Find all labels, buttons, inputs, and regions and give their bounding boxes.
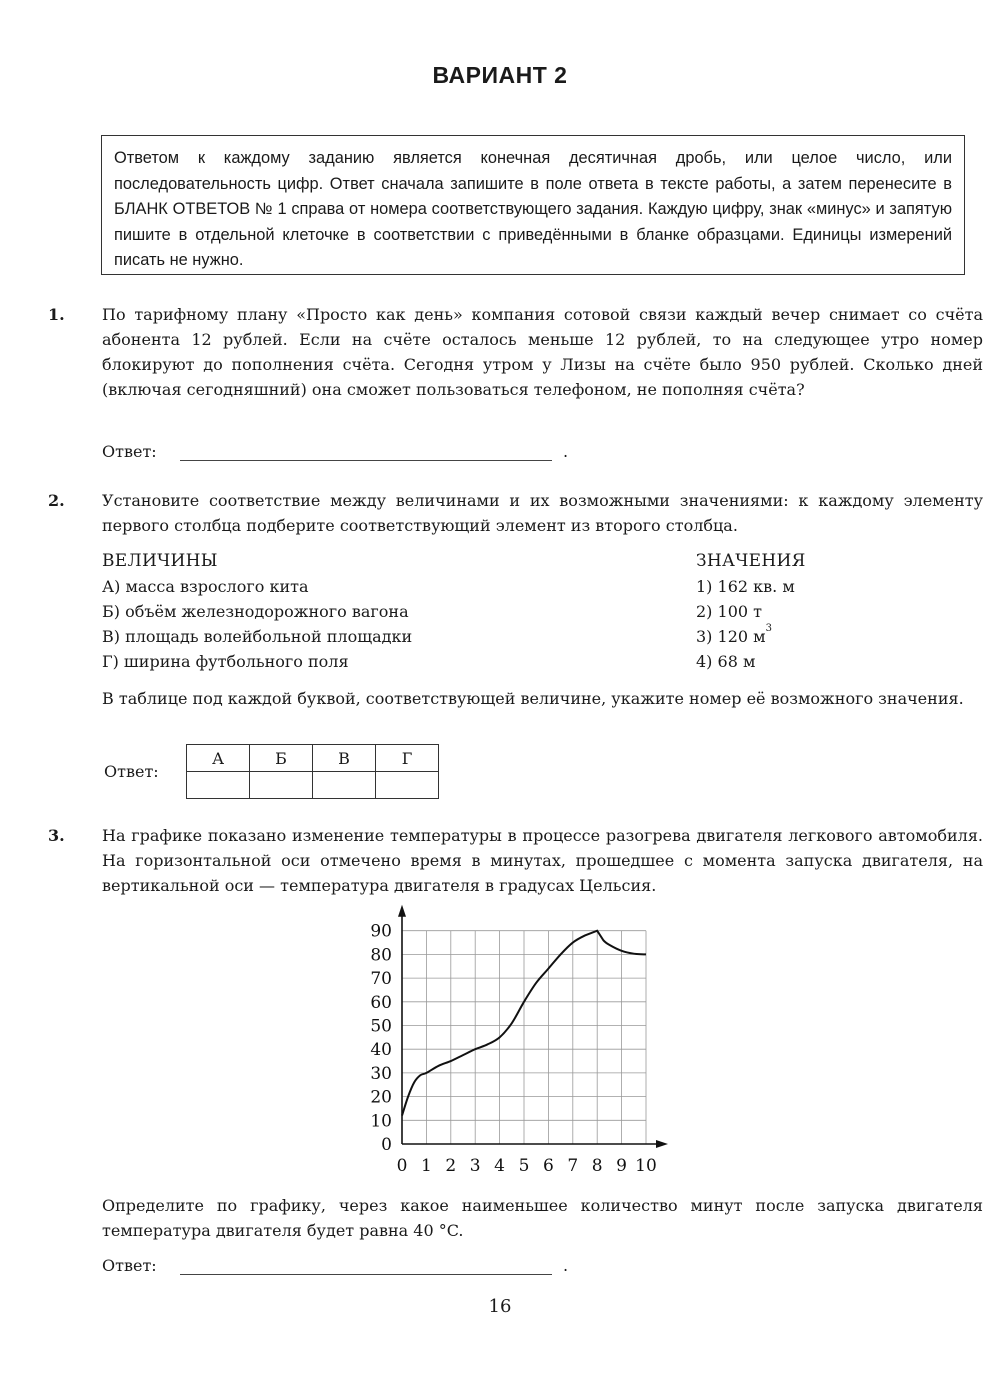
- y-tick-label: 50: [370, 1016, 392, 1037]
- task-2-table-instruction: [48, 686, 983, 711]
- answer-period: .: [563, 1256, 569, 1275]
- task-text: По тарифному плану «Просто как день» компания сотовой связи каждый вечер снимает со счёта абонента 12 рублей. Если на счёте осталось меньше 12 рублей, то на следующее утро номер блокируют до пополнения счёта. Сегодня утром у Лизы на счёте было 950 рублей. Сколько дней (включая сегодняшний) она сможет пользоваться телефоном, не пополняя счёта?: [102, 305, 983, 399]
- value-item: [696, 574, 806, 599]
- table-header-cell: Б: [250, 745, 313, 772]
- values-column: [696, 549, 806, 674]
- column-header: ЗНАЧЕНИЯ: [696, 551, 806, 571]
- quantities-column: [102, 549, 412, 674]
- quantity-item: А) масса взрослого кита: [102, 577, 309, 596]
- value-text: 4) 68 м: [696, 652, 756, 671]
- task-number: 3.: [48, 826, 65, 845]
- task-2: [48, 488, 983, 538]
- x-tick-label: 2: [445, 1156, 457, 1176]
- answer-field[interactable]: [180, 460, 552, 461]
- table-header-cell: А: [187, 745, 250, 772]
- value-item: [696, 649, 806, 674]
- answer-cell[interactable]: [376, 772, 439, 799]
- x-tick-label: 9: [616, 1156, 628, 1176]
- instructions-box: [101, 135, 965, 275]
- y-tick-label: 20: [370, 1087, 392, 1108]
- x-tick-label: 10: [635, 1156, 657, 1176]
- table-instruction: В таблице под каждой буквой, соответствующей величине, укажите номер её возможного значения.: [102, 689, 964, 708]
- y-tick-label: 70: [370, 969, 392, 990]
- column-header: ВЕЛИЧИНЫ: [102, 551, 218, 571]
- x-tick-label: 1: [420, 1156, 432, 1176]
- instructions-text: Ответом к каждому заданию является конечная десятичная дробь, или целое число, или последовательность цифр. Ответ сначала запишите в поле ответа в тексте работы, а затем перенесите в БЛАНК ОТВЕТОВ № 1 справа от номера соответствующего задания. Каждую цифру, знак «минус» и запятую пишите в отдельной клеточке в соответствии с приведёнными в бланке образцами. Единицы измерений писать не нужно.: [114, 149, 952, 270]
- task-3-question: [48, 1193, 983, 1243]
- task-text: Установите соответствие между величинами и их возможными значениями: к каждому элементу первого столбца подберите соответствующий элемент из второго столбца.: [102, 491, 983, 535]
- x-tick-label: 0: [396, 1156, 408, 1176]
- table-header-cell: В: [313, 745, 376, 772]
- y-tick-label: 80: [370, 945, 392, 966]
- answer-period: .: [563, 442, 569, 461]
- x-tick-label: 7: [567, 1156, 579, 1176]
- value-item: [696, 599, 806, 624]
- x-axis-arrow-icon: [656, 1140, 668, 1148]
- value-text: 1) 162 кв. м: [696, 577, 795, 596]
- quantity-item: Б) объём железнодорожного вагона: [102, 602, 409, 621]
- task-1: [48, 302, 983, 402]
- y-tick-label: 0: [381, 1135, 392, 1155]
- task-text: На графике показано изменение температуры в процессе разогрева двигателя легкового автомобиля. На горизонтальной оси отмечено время в минутах, прошедшее с момента запуска двигателя, на вертикальной оси — температура двигателя в градусах Цельсия.: [102, 826, 983, 895]
- x-tick-label: 5: [518, 1156, 530, 1176]
- task-number: 1.: [48, 305, 65, 324]
- y-tick-label: 10: [370, 1111, 392, 1132]
- quantity-item: В) площадь волейбольной площадки: [102, 627, 413, 646]
- x-tick-label: 4: [494, 1156, 506, 1176]
- variant-title: ВАРИАНТ 2: [432, 62, 568, 88]
- answer-label: Ответ:: [104, 762, 159, 781]
- value-item: [696, 624, 806, 649]
- task-3: [48, 823, 983, 898]
- x-tick-label: 6: [542, 1156, 554, 1176]
- x-tick-label: 3: [469, 1156, 481, 1176]
- quantity-item: Г) ширина футбольного поля: [102, 652, 349, 671]
- y-tick-label: 30: [370, 1063, 392, 1084]
- answer-label: Ответ:: [102, 1256, 157, 1275]
- temperature-chart: [340, 900, 670, 1180]
- answer-field[interactable]: [180, 1274, 552, 1275]
- page-number: 16: [488, 1296, 512, 1317]
- y-tick-label: 90: [370, 921, 392, 942]
- answer-label: Ответ:: [102, 442, 157, 461]
- task-number: 2.: [48, 491, 65, 510]
- y-axis-arrow-icon: [398, 905, 406, 917]
- value-text: 3) 120 м: [696, 627, 766, 646]
- x-tick-label: 8: [591, 1156, 603, 1176]
- table-header-cell: Г: [376, 745, 439, 772]
- value-text: 2) 100 т: [696, 602, 762, 621]
- superscript: 3: [765, 623, 772, 634]
- answer-cell[interactable]: [313, 772, 376, 799]
- answer-table: [186, 744, 439, 799]
- y-tick-label: 60: [370, 992, 392, 1013]
- y-tick-label: 40: [370, 1040, 392, 1061]
- answer-cell[interactable]: [187, 772, 250, 799]
- answer-cell[interactable]: [250, 772, 313, 799]
- question-text: Определите по графику, через какое наименьшее количество минут после запуска двигателя температура двигателя будет равна 40 °C.: [102, 1196, 983, 1240]
